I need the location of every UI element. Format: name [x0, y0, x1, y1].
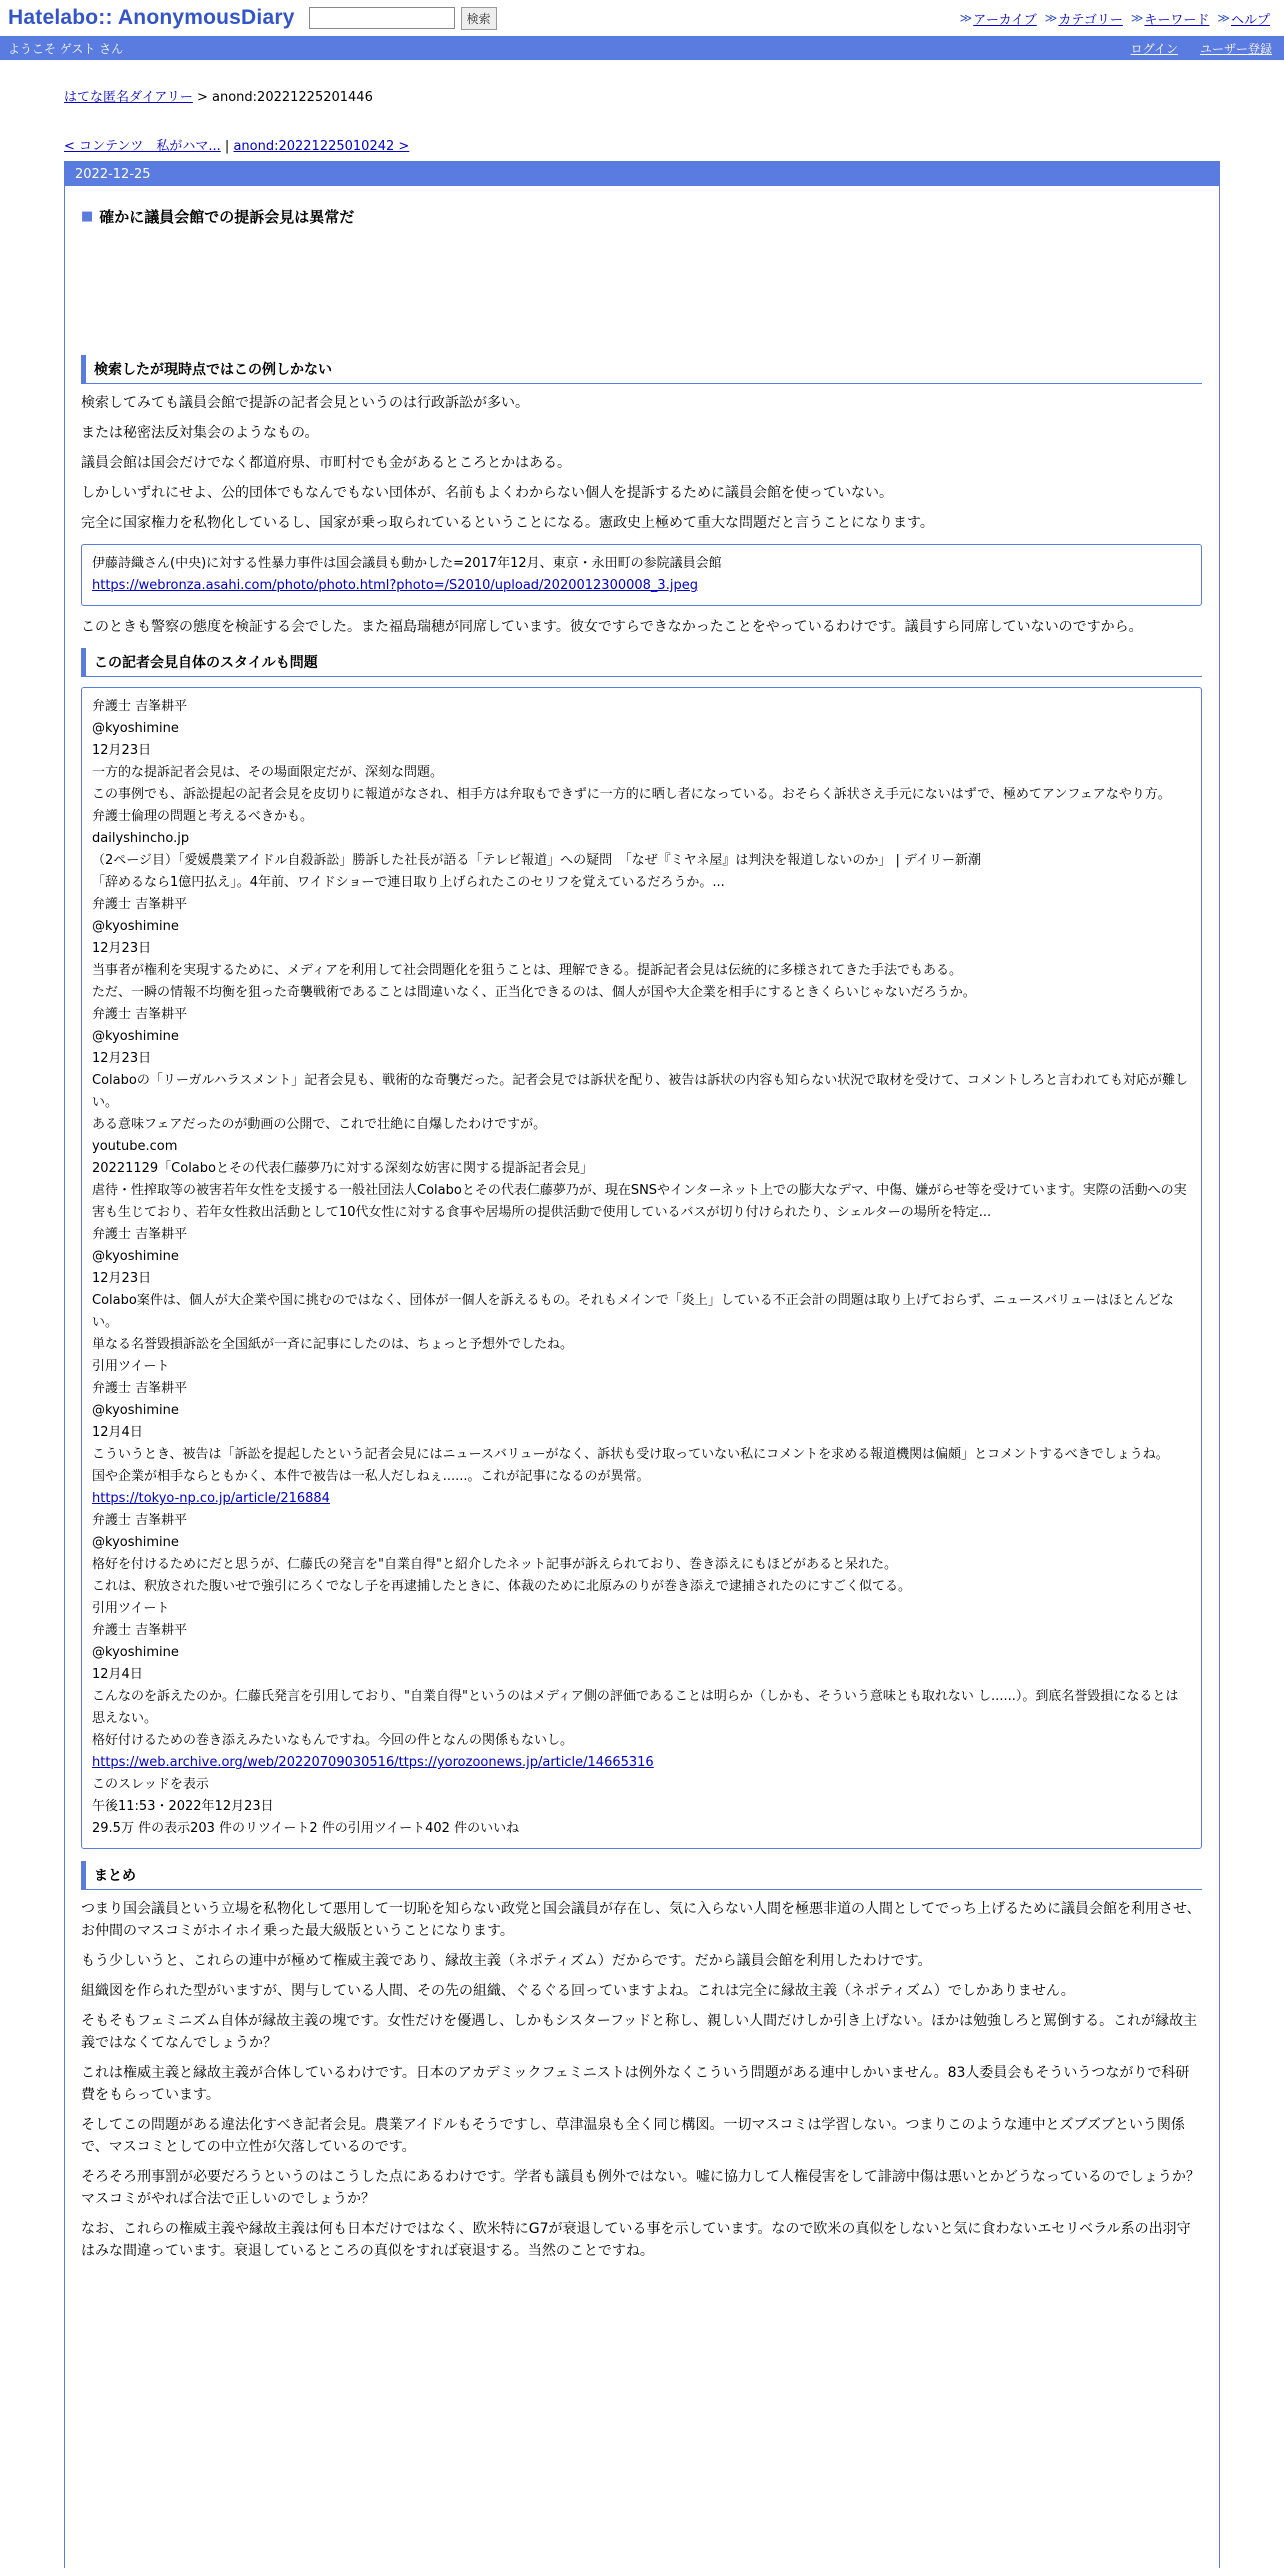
paragraph: つまり国会議員という立場を私物化して悪用して一切恥を知らない政党と国会議員が存在し、気に入らない人間を極悪非道の人間としてでっち上げるために議員会館を利用させ、お仲間のマスコミがホイホイ乗った最大級版ということになります。 — [81, 1901, 1201, 1939]
paragraph: 完全に国家権力を私物化しているし、国家が乗っ取られているということになる。憲政史上極めて重大な問題だと言うことになります。 — [81, 515, 934, 531]
section-heading-style: この記者会見自体のスタイルも問題 — [81, 648, 1202, 677]
help-link[interactable]: ヘルプ — [1230, 12, 1270, 28]
category-link-wrap — [1045, 9, 1123, 28]
paragraph: 検索してみても議員会館で提訴の記者会見というのは行政訴訟が多い。 — [81, 395, 529, 411]
keyword-link[interactable]: キーワード — [1144, 12, 1210, 28]
spacer — [81, 227, 1202, 355]
paragraph: しかしいずれにせよ、公的団体でもなんでもない団体が、名前もよくわからない個人を提訴するために議員会館を使っていない。 — [81, 485, 893, 501]
arrow-icon: ≫ — [959, 11, 973, 25]
top-header — [0, 0, 1284, 36]
tweet-line: 弁護士 吉峯耕平 — [92, 1227, 188, 1242]
tweet-line: こういうとき、被告は「訴訟を提起したという記者会見にはニュースバリューがなく、訴状も受け取っていない私にコメントを求める報道機関は偏頗」とコメントするべきでしょうね。 — [92, 1447, 1169, 1462]
photo-quote — [81, 544, 1202, 606]
day-date: 2022-12-25 — [65, 162, 1219, 186]
tweet-line: 引用ツイート — [92, 1601, 170, 1616]
tweet-line: ただ、一瞬の情報不均衡を狙った奇襲戦術であることは間違いなく、正当化できるのは、個人が国や大企業を相手にするときくらいじゃないだろうか。 — [92, 985, 976, 1000]
tweet-line: 「辞めるなら1億円払え」。4年前、ワイドショーで連日取り上げられたこのセリフを覚えているだろうか。... — [92, 875, 725, 890]
tweet-line: 12月4日 — [92, 1667, 143, 1682]
tweet-line: 格好付けるための巻き添えみたいなもんですね。今回の件となんの関係もないし。 — [92, 1733, 574, 1748]
paragraph: このときも警察の態度を検証する会でした。また福島瑞穂が同席しています。彼女ですらできなかったことをやっているわけです。議員すら同席していないのですから。 — [81, 619, 1143, 635]
welcome-bar — [0, 36, 1284, 60]
tweet-line: 弁護士 吉峯耕平 — [92, 1381, 188, 1396]
arrow-icon: ≫ — [1130, 11, 1144, 25]
tweet-line: ある意味フェアだったのが動画の公開で、これで壮絶に自爆したわけですが。 — [92, 1117, 547, 1132]
breadcrumb-home[interactable]: はてな匿名ダイアリー — [64, 90, 193, 105]
tweet-line: Colaboの「リーガルハラスメント」記者会見も、戦術的な奇襲だった。記者会見では訴状を配り、被告は訴状の内容も知らない状況で取材を受けて、コメントしろと言われても対応が難しい。 — [92, 1073, 1188, 1110]
tweet-line: 弁護士倫理の問題と考えるべきかも。 — [92, 809, 314, 824]
tweet-line: 弁護士 吉峯耕平 — [92, 1513, 188, 1528]
tweet-line: 一方的な提訴記者会見は、その場面限定だが、深刻な問題。 — [92, 765, 444, 780]
tweet-line: 引用ツイート — [92, 1359, 170, 1374]
welcome-text: ようこそ ゲスト さん — [8, 41, 124, 56]
tweet-line: これは、釈放された腹いせで強引にろくでなし子を再逮捕したときに、体裁のために北原みのりが巻き添えで逮捕されたのにすごく似てる。 — [92, 1579, 912, 1594]
category-link[interactable]: カテゴリー — [1058, 12, 1123, 28]
keyword-link-wrap — [1131, 9, 1210, 28]
tweet-link[interactable]: https://web.archive.org/web/20220709030516/ttps://yorozoonews.jp/article/14665316 — [92, 1755, 654, 1770]
paragraph: そしてこの問題がある違法化すべき記者会見。農業アイドルもそうですし、草津温泉も全く同じ構図。一切マスコミは学習しない。つまりこのような連中とズブズブという関係で、マスコミとしての中立性が欠落しているのです。 — [81, 2117, 1185, 2155]
paragraph: そろそろ刑事罰が必要だろうというのはこうした点にあるわけです。学者も議員も例外ではない。嘘に協力して人権侵害をして誹謗中傷は悪いとかどうなっているのでしょうか？マスコミがやれば合法で正しいのでしょうか？ — [81, 2169, 1200, 2207]
tweet-line: 12月4日 — [92, 1425, 143, 1440]
nav-divider: | — [220, 139, 234, 154]
tweet-line: 12月23日 — [92, 743, 152, 758]
prev-next-nav — [64, 135, 1284, 154]
account-links — [1131, 40, 1276, 57]
prev-entry-link[interactable]: < コンテンツ 私がハマ... — [64, 139, 221, 154]
quote-text: 伊藤詩織さん(中央)に対する性暴力事件は国会議員も動かした=2017年12月、東京・永田町の参院議員会館 — [92, 556, 722, 571]
section-heading-summary: まとめ — [81, 1861, 1202, 1890]
tweet-line: 国や企業が相手ならともかく、本件で被告は一私人だしねぇ......。これが記事になるのが異常。 — [92, 1469, 650, 1484]
search-input[interactable] — [309, 7, 455, 29]
tweet-line: （2ページ目）「愛媛農業アイドル自殺訴訟」勝訴した社長が語る「テレビ報道」への疑問 「なぜ『ミヤネ屋』は判決を報道しないのか」 | デイリー新潮 — [92, 853, 982, 868]
tweet-line: 12月23日 — [92, 1051, 152, 1066]
tweet-line: 午後11:53・2022年12月23日 — [92, 1799, 274, 1814]
arrow-icon: ≫ — [1217, 11, 1230, 25]
section-heading-search: 検索したが現時点ではこの例しかない — [81, 355, 1202, 384]
tweet-line: dailyshincho.jp — [92, 831, 190, 846]
archive-link-wrap — [960, 9, 1037, 28]
paragraph: なお、これらの権威主義や縁故主義は何も日本だけではなく、欧米特にG7が衰退している事を示しています。なので欧米の真似をしないと気に食わないエセリベラル系の出羽守はみな間違っています。衰退しているところの真似をすれば衰退する。当然のことですね。 — [81, 2221, 1191, 2259]
tweet-line: このスレッドを表示 — [92, 1777, 209, 1792]
register-link[interactable]: ユーザー登録 — [1199, 41, 1272, 56]
day-box — [64, 161, 1220, 2568]
tweet-line: @kyoshimine — [92, 1535, 179, 1550]
login-link[interactable]: ログイン — [1130, 41, 1178, 56]
tweet-line: 弁護士 吉峯耕平 — [92, 897, 188, 912]
breadcrumb-current: anond:20221225201446 — [212, 90, 373, 105]
tweet-line: 単なる名誉毀損訴訟を全国紙が一斉に記事にしたのは、ちょっと予想外でしたね。 — [92, 1337, 574, 1352]
square-icon[interactable]: ■ — [81, 209, 94, 224]
tweet-line: 弁護士 吉峯耕平 — [92, 1007, 188, 1022]
tweet-line: @kyoshimine — [92, 721, 179, 736]
paragraph: もう少しいうと、これらの連中が極めて権威主義であり、縁故主義（ネポティズム）だからです。だから議員会館を利用したわけです。 — [81, 1953, 932, 1969]
tweet-line: @kyoshimine — [92, 1403, 179, 1418]
tweet-link[interactable]: https://tokyo-np.co.jp/article/216884 — [92, 1491, 330, 1506]
paragraph: 議員会館は国会だけでなく都道府県、市町村でも金があるところとかはある。 — [81, 455, 571, 471]
entry-body — [65, 206, 1219, 2262]
breadcrumb-separator: > — [192, 90, 213, 105]
top-links — [960, 9, 1276, 28]
tweet-line: 12月23日 — [92, 941, 152, 956]
tweet-line: 弁護士 吉峯耕平 — [92, 699, 188, 714]
tweet-line: 12月23日 — [92, 1271, 152, 1286]
tweet-quote — [81, 687, 1202, 1849]
paragraph: これは権威主義と縁故主義が合体しているわけです。日本のアカデミックフェミニストは例外なくこういう問題がある連中しかいません。83人委員会もそういうつながりで科研費をもらっています。 — [81, 2065, 1190, 2103]
search-button[interactable]: 検索 — [461, 7, 497, 30]
entry-title-row — [81, 206, 1202, 227]
tweet-line: 20221129「Colaboとその代表仁藤夢乃に対する深刻な妨害に関する提訴記者会見」 — [92, 1161, 593, 1176]
arrow-icon: ≫ — [1044, 11, 1058, 25]
tweet-line: @kyoshimine — [92, 1645, 179, 1660]
tweet-line: Colabo案件は、個人が大企業や国に挑むのではなく、団体が一個人を訴えるもの。それもメインで「炎上」している不正会計の問題は取り上げておらず、ニュースバリューはほとんどない。 — [92, 1293, 1174, 1330]
tweet-line: こんなのを訴えたのか。仁藤氏発言を引用しており、"自業自得"というのはメディア側の評価であることは明らか（しかも、そういう意味とも取れない し......）。到底名誉毀損になるとは思えない。 — [92, 1689, 1179, 1726]
next-entry-link[interactable]: anond:20221225010242 > — [233, 139, 410, 154]
tweet-line: 虐待・性搾取等の被害若年女性を支援する一般社団法人Colaboとその代表仁藤夢乃が、現在SNSやインターネット上での膨大なデマ、中傷、嫌がらせ等を受けています。実際の活動への実害も生じており、若年女性救出活動として10代女性に対する食事や居場所の提供活動で使用しているバスが切り付けられたり、シェルターの場所を特定... — [92, 1183, 1187, 1220]
quote-link[interactable]: https://webronza.asahi.com/photo/photo.html?photo=/S2010/upload/2020012300008_3.jpeg — [92, 578, 698, 593]
archive-link[interactable]: アーカイブ — [973, 12, 1037, 28]
tweet-line: この事例でも、訴訟提起の記者会見を皮切りに報道がなされ、相手方は弁取もできずに一方的に晒し者になっている。おそらく訴状さえ手元にないはずで、極めてアンフェアなやり方。 — [92, 787, 1171, 802]
tweet-line: @kyoshimine — [92, 1029, 179, 1044]
tweet-line: youtube.com — [92, 1139, 178, 1154]
tweet-line: 弁護士 吉峯耕平 — [92, 1623, 188, 1638]
paragraph: そもそもフェミニズム自体が縁故主義の塊です。女性だけを優遇し、しかもシスターフッドと称し、親しい人間だけしか引き上げない。ほかは勉強しろと罵倒する。これが縁故主義ではなくてなんでしょうか？ — [81, 2013, 1198, 2051]
tweet-line: 29.5万 件の表示203 件のリツイート2 件の引用ツイート402 件のいいね — [92, 1821, 520, 1836]
breadcrumb — [64, 86, 1284, 105]
paragraph: または秘密法反対集会のようなもの。 — [81, 425, 319, 441]
paragraph: 組織図を作られた型がいますが、関与している人間、その先の組織、ぐるぐる回っていますよね。これは完全に縁故主義（ネポティズム）でしかありません。 — [81, 1983, 1075, 1999]
help-link-wrap — [1217, 9, 1270, 28]
tweet-line: 当事者が権利を実現するために、メディアを利用して社会問題化を狙うことは、理解できる。提訴記者会見は伝統的に多様されてきた手法でもある。 — [92, 963, 962, 978]
site-logo[interactable]: Hatelabo:: AnonymousDiary — [8, 6, 295, 29]
tweet-line: @kyoshimine — [92, 1249, 179, 1264]
entry-title: 確かに議員会館での提訴会見は異常だ — [99, 208, 355, 226]
tweet-line: @kyoshimine — [92, 919, 179, 934]
tweet-line: 格好を付けるためにだと思うが、仁藤氏の発言を"自業自得"と紹介したネット記事が訴えられており、巻き添えにもほどがあると呆れた。 — [92, 1557, 897, 1572]
